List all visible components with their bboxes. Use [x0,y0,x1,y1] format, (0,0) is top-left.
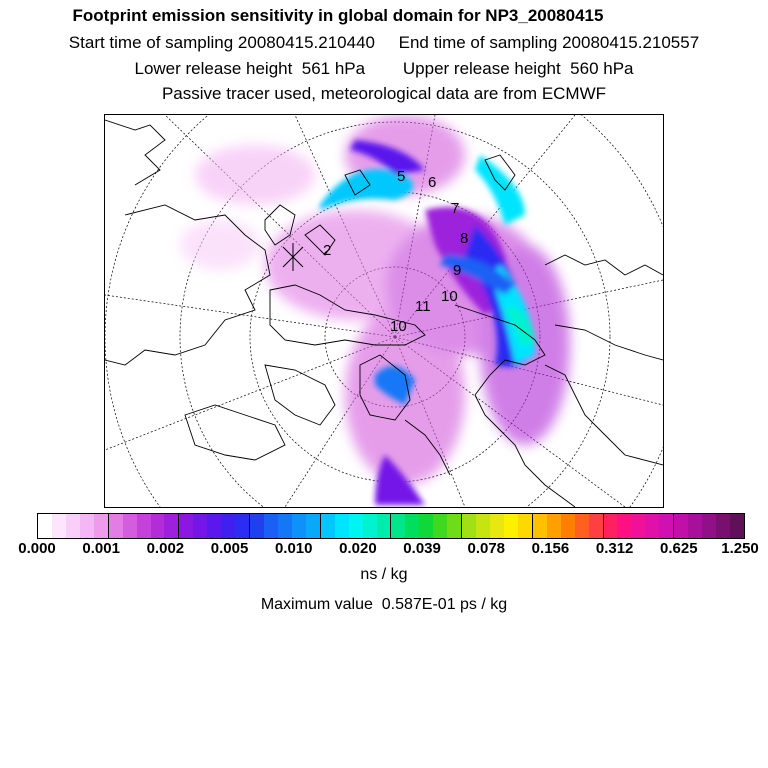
colorbar-swatch [645,514,659,538]
colorbar-tick-label: 0.312 [595,540,634,557]
colorbar-tick-label: 0.020 [339,540,377,557]
trajectory-label: 2 [323,242,332,259]
colorbar-swatch [108,514,123,538]
colorbar-swatch [363,514,377,538]
colorbar-swatch [235,514,249,538]
colorbar-tick-label: 0.002 [146,540,185,557]
colorbar-swatch [547,514,561,538]
colorbar-swatch [38,514,52,538]
colorbar-swatch [390,514,405,538]
colorbar-tick-label: 0.156 [531,540,570,557]
colorbar-tick-label: 0.625 [660,540,698,557]
colorbar-swatch [349,514,363,538]
colorbar-swatch [249,514,264,538]
colorbar-swatch [659,514,673,538]
colorbar-swatch [673,514,688,538]
trajectory-label: 6 [428,174,437,191]
colorbar-tick-label: 0.039 [403,540,441,557]
colorbar-swatch [433,514,447,538]
colorbar-swatch [164,514,178,538]
colorbar-swatch [532,514,547,538]
maximum-value: Maximum value 0.587E-01 ps / kg [260,596,508,613]
colorbar-swatch [193,514,207,538]
colorbar-swatch [137,514,151,538]
map-canvas [105,115,663,507]
colorbar-swatch [730,514,744,538]
colorbar-swatch [66,514,80,538]
footprint-map [104,114,664,508]
colorbar-swatch [476,514,490,538]
colorbar-swatch [575,514,589,538]
trajectory-label: 10 [441,288,458,305]
colorbar-swatch [278,514,292,538]
plot-title: Footprint emission sensitivity in global domain for NP3_20080415 [72,6,604,25]
colorbar-swatch [405,514,419,538]
colorbar-swatch [377,514,391,538]
tracer-info: Passive tracer used, meteorological data are from ECMWF [161,84,607,103]
colorbar-tick-label: 0.010 [274,540,313,557]
trajectory-label: 8 [460,230,469,247]
colorbar-swatch [207,514,221,538]
colorbar-swatch [688,514,702,538]
release-heights: Lower release height 561 hPa Upper release height 560 hPa [134,59,634,78]
colorbar-swatch [335,514,349,538]
colorbar-tick-label: 1.250 [721,540,759,557]
colorbar-swatch [320,514,335,538]
colorbar-tick-label: 0.001 [82,540,120,557]
sampling-times: Start time of sampling 20080415.210440 End time of sampling 20080415.210557 [68,33,700,52]
colorbar-swatch [178,514,193,538]
colorbar-swatch [603,514,618,538]
colorbar-swatch [589,514,603,538]
colorbar-swatch [123,514,137,538]
trajectory-label: 10 [390,318,407,335]
trajectory-label: 7 [451,200,460,217]
colorbar-swatch [518,514,532,538]
colorbar-swatch [151,514,165,538]
colorbar-swatch [80,514,94,538]
colorbar-tick-label: 0.005 [210,540,249,557]
colorbar-swatch [617,514,631,538]
trajectory-label: 5 [397,168,406,185]
colorbar-swatch [631,514,645,538]
trajectory-label: 9 [453,262,462,279]
colorbar-swatch [306,514,320,538]
colorbar-swatch [490,514,504,538]
colorbar-swatch [716,514,730,538]
colorbar-swatch [94,514,108,538]
colorbar-unit: ns / kg [360,566,408,583]
colorbar-swatch [52,514,66,538]
trajectory-label: 11 [415,298,431,315]
colorbar-tick-label: 0.078 [467,540,506,557]
colorbar-swatch [702,514,716,538]
sensitivity-field [180,115,570,505]
colorbar-swatch [461,514,476,538]
colorbar-swatch [504,514,518,538]
colorbar-swatch [292,514,306,538]
colorbar-swatch [221,514,235,538]
colorbar-swatch [419,514,433,538]
colorbar-swatch [561,514,575,538]
colorbar-swatch [447,514,461,538]
colorbar-tick-label: 0.000 [18,540,56,557]
colorbar-swatch [264,514,278,538]
colorbar [37,513,745,539]
